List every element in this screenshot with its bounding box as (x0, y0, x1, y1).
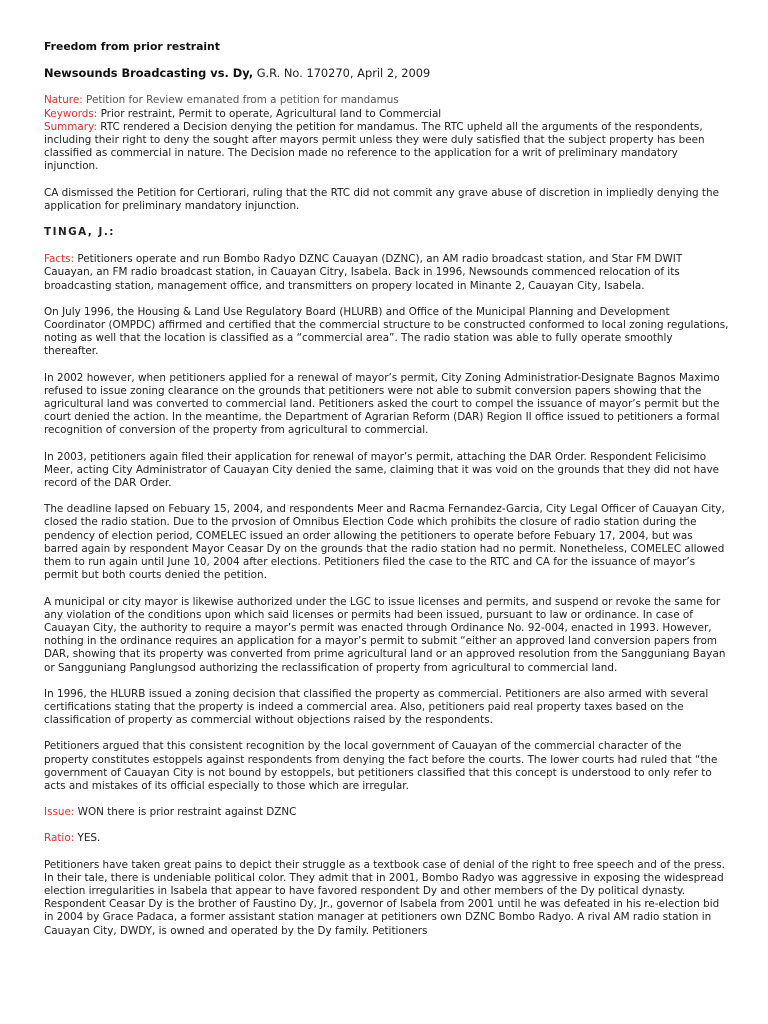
body-paragraph: The deadline lapsed on Febuary 15, 2004, and respondents Meer and Racma Fernandez-Garcia, City Legal Officer of Cauayan City, closed the radio station. Due to the prvosion of Omnibus Election Code which prohibits the closure of radio station during the pendency of election period, COMELEC issued an order allowing the petitioners to operate before Febuary 17, 2004, but was barred again by respondent Mayor Ceasar Dy on the grounds that the radio station had no permit. Nonetheless, COMELEC allowed them to run again until June 10, 2004 after elections. Petitioners filed the case to the RTC and CA for the issuance of mayor’s permit but both courts denied the petition. (44, 503, 725, 582)
ponente: TINGA, J.: (44, 226, 115, 239)
case-citation: G.R. No. 170270, April 2, 2009 (253, 66, 431, 81)
summary-line (44, 121, 729, 174)
issue-text: WON there is prior restraint against DZNC (74, 806, 297, 819)
case-meta (44, 94, 729, 173)
nature-text: Petition for Review emanated from a petition for mandamus (82, 94, 399, 107)
body-paragraph: In 2002 however, when petitioners applied for a renewal of mayor’s permit, City Zoning Administratior-Designate Bagnos Maximo refused to issue zoning clearance on the grounds that petitioners were not able to submit conversion papers showing that the agricultural land was converted to commercial land. Petitioners asked the court to compel the issuance of mayor’s permit but the court denied the action. In the meantime, the Department of Agrarian Reform (DAR) Region II office issued to petitioners a formal recognition of conversion of the property from agricultural to commercial. (44, 371, 720, 437)
body-paragraph: A municipal or city mayor is likewise authorized under the LGC to issue licenses and permits, and suspend or revoke the same for any violation of the conditions upon which said licenses or permits had been issued, pursuant to law or ordinance. In case of Cauayan City, the authority to require a mayor’s permit was enacted through Ordinance No. 92-004, enacted in 1993. However, nothing in the ordinance requires an application for a mayor’s permit to submit “either an approved land conversion papers from DAR, showing that its property was converted from prime agricultural land or an approved resolution from the Sangguniang Bayan or Sangguniang Panglungsod authorizing the reclassification of property from agricultural to commercial land. (44, 595, 726, 674)
summary-text: RTC rendered a Decision denying the petition for mandamus. The RTC upheld all the arguments of the respondents, including their right to deny the sought after mayors permit unless they were duly satisfied that the subject property has been classified as commercial in nature. The Decision made no reference to the application for a writ of preliminary mandatory injunction. (44, 120, 705, 173)
issue-label: Issue: (44, 806, 75, 819)
facts-text: Petitioners operate and run Bombo Radyo DZNC Cauayan (DZNC), an AM radio broadcast station, and Star FM DWIT Cauayan, an FM radio broadcast station, in Cauayan Citry, Isabela. Back in 1996, Newsounds commenced relocation of its broadcasting station, management office, and transmitters on propery located in Minante 2, Cauayan City, Isabela. (44, 253, 683, 292)
keywords-line (44, 108, 729, 121)
summary-label: Summary: (44, 120, 97, 133)
body-paragraph: In 1996, the HLURB issued a zoning decision that classified the property as commercial. Petitioners are also armed with several certifications stating that the property is indeed a commercial area. Also, petitioners paid real property taxes based on the classification of property as commercial without objections raised by the respondents. (44, 687, 709, 727)
body-paragraph: Petitioners argued that this consistent recognition by the local government of Cauayan of the commercial character of the property constitutes estoppels against respondents from denying the fact before the courts. The lower courts had ruled that “the government of Cauayan City is not bound by estoppels, but petitioners classified that this concept is understood to only refer to acts and mistakes of its official especially to those which are irregular. (44, 740, 718, 792)
ca-paragraph: CA dismissed the Petition for Certiorari, ruling that the RTC did not commit any grave abuse of discretion in impliedly denying the application for preliminary mandatory injunction. (44, 186, 719, 212)
ratio-line (44, 832, 729, 845)
facts-paragraph (44, 253, 729, 293)
nature-line (44, 94, 729, 107)
keywords-text: Prior restraint, Permit to operate, Agricultural land to Commercial (97, 107, 442, 120)
facts-label: Facts: (44, 253, 75, 266)
body-paragraph: On July 1996, the Housing & Land Use Regulatory Board (HLURB) and Office of the Municipal Planning and Development Coordinator (OMPDC) affirmed and certified that the commercial structure to be constructed conformed to local zoning regulations, noting as well that the location is classified as a “commercial area”. The radio station was able to fully operate smoothly thereafter. (44, 305, 729, 358)
ratio-label: Ratio: (44, 832, 75, 845)
case-name: Newsounds Broadcasting vs. Dy, (44, 66, 254, 81)
document-page (44, 40, 729, 951)
ratio-text: YES. (74, 832, 101, 845)
body-paragraph-last: Petitioners have taken great pains to depict their struggle as a textbook case of denial of the right to free speech and of the press. In their tale, there is undeniable political color. They admit that in 2001, Bombo Radyo was aggressive in exposing the widespread election irregularities in Isabela that appear to have favored respondent Dy and other members of the Dy political dynasty. Respondent Ceasar Dy is the brother of Faustino Dy, Jr., governor of Isabela from 2001 until he was defeated in his re-election bid in 2004 by Grace Padaca, a former assistant station manager at petitioners own DZNC Bombo Radyo. A rival AM radio station in Cauayan City, DWDY, is owned and operated by the Dy family. Petitioners (44, 858, 725, 937)
keywords-label: Keywords: (44, 107, 98, 120)
case-header (44, 67, 729, 80)
document-title: Freedom from prior restraint (44, 40, 220, 53)
nature-label: Nature: (44, 94, 83, 107)
issue-line (44, 806, 729, 819)
body-paragraph: In 2003, petitioners again filed their application for renewal of mayor’s permit, attaching the DAR Order. Respondent Felicisimo Meer, acting City Administrator of Cauayan City denied the same, claiming that it was void on the grounds that they did not have record of the DAR Order. (44, 450, 720, 490)
